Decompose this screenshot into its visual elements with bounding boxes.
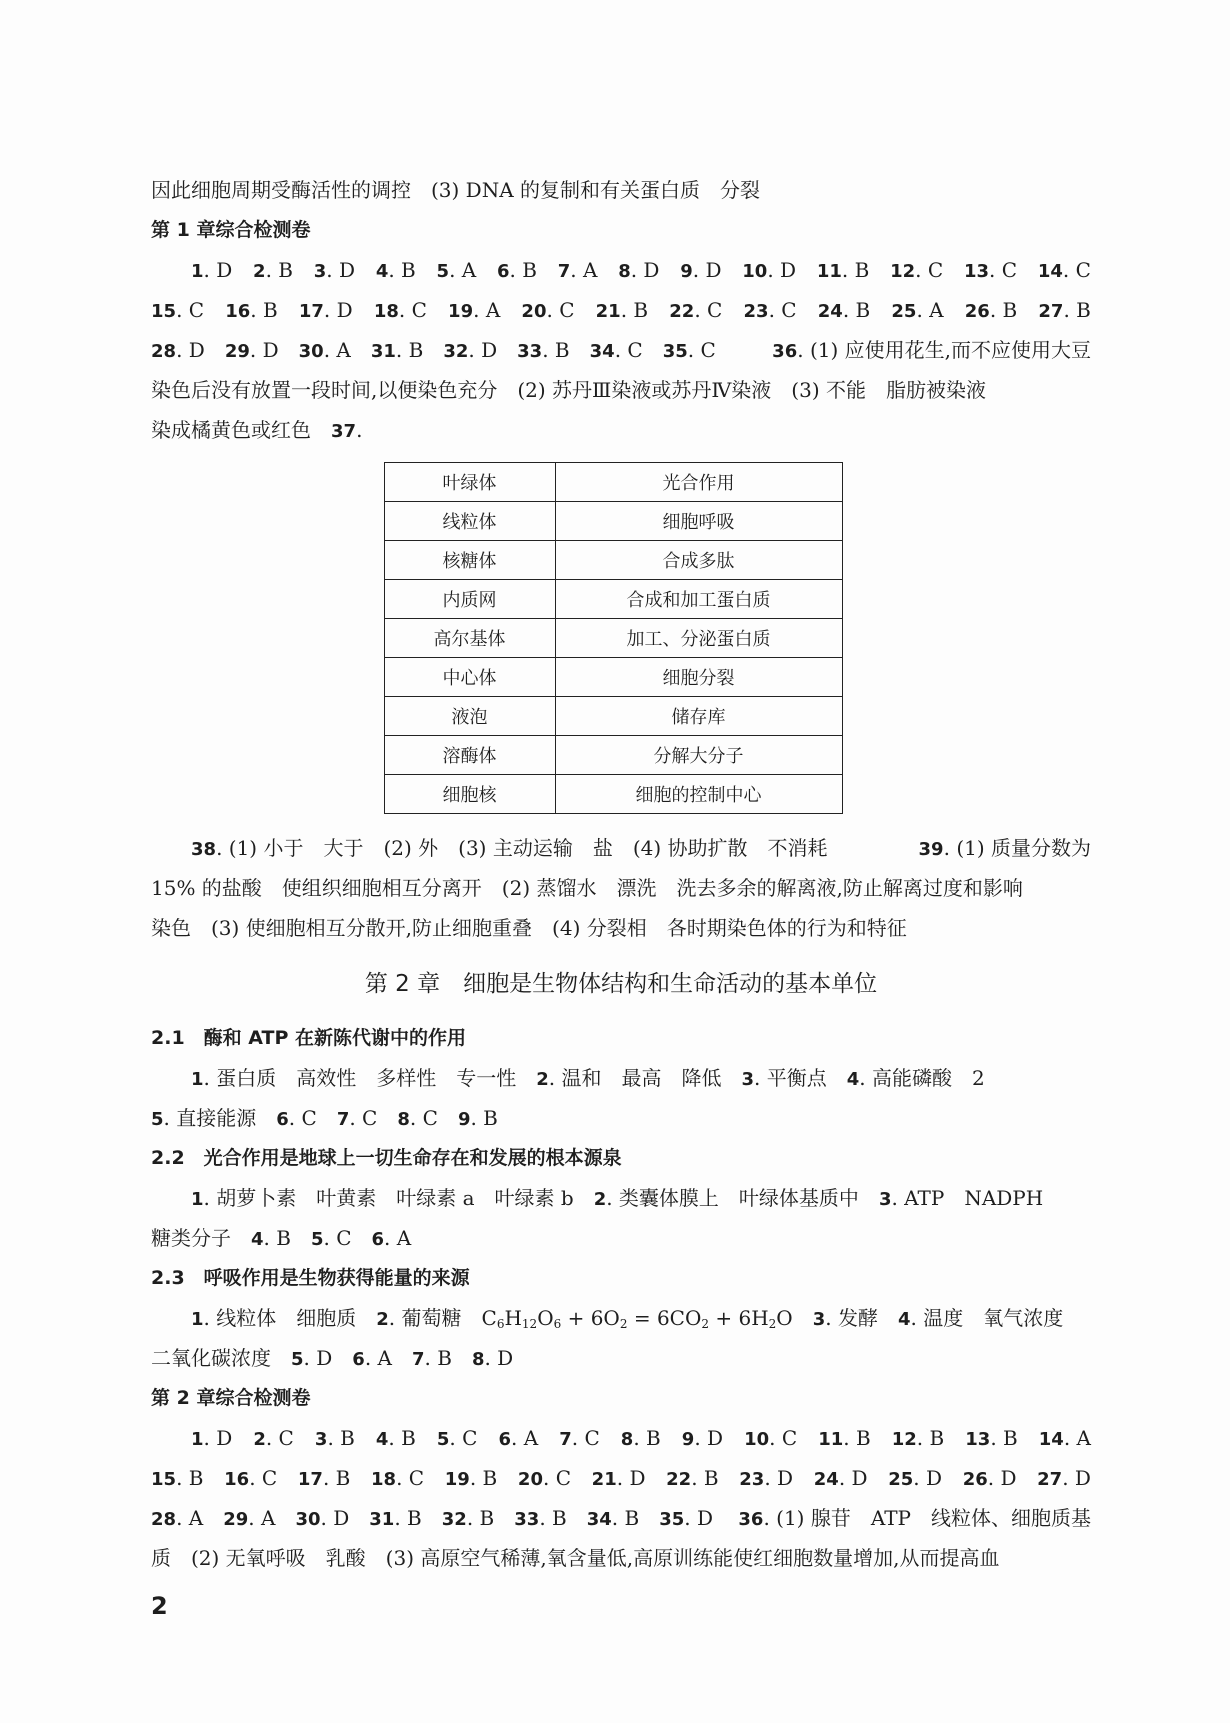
table-row xyxy=(384,463,842,502)
answer-item: 4. B xyxy=(375,258,416,282)
answer-item: 1. 蛋白质 高效性 多样性 专一性 xyxy=(191,1066,517,1090)
table-row xyxy=(384,541,842,580)
ch2-answers-row3-items xyxy=(151,1498,713,1538)
answer-item: 35. C xyxy=(662,338,716,362)
organelle-cell: 高尔基体 xyxy=(384,619,555,658)
answer-item: 8. B xyxy=(620,1426,661,1450)
answer-item: 22. B xyxy=(666,1466,719,1490)
answer-item: 8. C xyxy=(397,1106,438,1130)
answer-item: 29. A xyxy=(223,1506,276,1530)
ch1-q38-line: 38. (1) 小于 大于 (2) 外 (3) 主动运输 盐 (4) 协助扩散 不消耗 39. (1) 质量分数为 xyxy=(191,836,1091,860)
answer-item: 8. D xyxy=(618,258,660,282)
answer-item: 2. 温和 最高 降低 xyxy=(536,1066,722,1090)
answer-item: 5. A xyxy=(436,258,477,282)
answer-item: 4. B xyxy=(375,1426,416,1450)
ch1-q36-line3: 染成橘黄色或红色 37. xyxy=(151,418,363,442)
table-row xyxy=(384,775,842,814)
function-cell: 分解大分子 xyxy=(555,736,842,775)
answer-item: 1. 胡萝卜素 叶黄素 叶绿素 a 叶绿素 b xyxy=(191,1186,574,1210)
ch1-q39-line3: 染色 (3) 使细胞相互分散开,防止细胞重叠 (4) 分裂相 各时期染色体的行为和特征 xyxy=(151,916,907,940)
answer-item: 23. D xyxy=(739,1466,794,1490)
answer-item: 7. C xyxy=(559,1426,600,1450)
organelle-cell: 液泡 xyxy=(384,697,555,736)
respiration-equation: $C_6H_{12}O_6 + 6O_2 = 6CO_2 + 6H_2O$ xyxy=(481,1306,793,1331)
answer-item: 5. C xyxy=(310,1226,352,1250)
answer-item: 22. C xyxy=(669,298,723,322)
answer-item: 6. C xyxy=(276,1106,317,1130)
ch1-q36-line2: 染色后没有放置一段时间,以便染色充分 (2) 苏丹Ⅲ染液或苏丹Ⅳ染液 (3) 不能 脂肪被染液 xyxy=(151,378,986,402)
ch1-q39-line2: 15% 的盐酸 使组织细胞相互分离开 (2) 蒸馏水 漂洗 洗去多余的解离液,防止解离过度和影响 xyxy=(151,876,1023,900)
ch2-q36-start: 36. (1) 腺苷 ATP 线粒体、细胞质基 xyxy=(738,1506,1091,1530)
answer-item: 6. A xyxy=(371,1226,412,1250)
answer-item: 32. B xyxy=(441,1506,495,1530)
answer-item: 17. B xyxy=(297,1466,351,1490)
ch1-answers-row2 xyxy=(151,290,1091,330)
table-row xyxy=(384,658,842,697)
ch1-answers-row1 xyxy=(151,250,1091,290)
answer-item: 5. D xyxy=(291,1346,333,1370)
answer-item: 15. B xyxy=(151,1466,204,1490)
organelle-cell: 中心体 xyxy=(384,658,555,697)
organelle-cell: 线粒体 xyxy=(384,502,555,541)
answer-item: 14. C xyxy=(1037,258,1091,282)
continued-answer-line: 因此细胞周期受酶活性的调控 (3) DNA 的复制和有关蛋白质 分裂 xyxy=(151,178,761,202)
answer-item: 6. A xyxy=(498,1426,539,1450)
table-row xyxy=(384,580,842,619)
answer-item: 30. D xyxy=(295,1506,350,1530)
table-row xyxy=(384,697,842,736)
answer-item: 7. B xyxy=(411,1346,452,1370)
answer-item: 19. A xyxy=(448,298,501,322)
answer-item: 16. C xyxy=(224,1466,278,1490)
function-cell: 合成多肽 xyxy=(555,541,842,580)
answer-item: 1. D xyxy=(191,258,233,282)
organelle-function-table xyxy=(384,462,843,814)
answer-item: 14. A xyxy=(1038,1426,1091,1450)
answer-item: 17. D xyxy=(298,298,353,322)
organelle-cell: 内质网 xyxy=(384,580,555,619)
answer-page xyxy=(151,170,1091,1578)
section-2-2-title: 2.2 光合作用是地球上一切生命存在和发展的根本源泉 xyxy=(151,1147,622,1169)
answer-item: 3. B xyxy=(314,1426,355,1450)
ch2-answers-row3 xyxy=(151,1498,1091,1538)
answer-item: 16. B xyxy=(225,298,278,322)
answer-item: 2. 类囊体膜上 叶绿体基质中 xyxy=(593,1186,859,1210)
function-cell: 储存库 xyxy=(555,697,842,736)
answer-item: 9. D xyxy=(681,1426,724,1450)
answer-item: 15. C xyxy=(151,298,205,322)
answer-item: 10. C xyxy=(744,1426,798,1450)
answer-item: 8. D xyxy=(471,1346,514,1370)
answer-item: 9. B xyxy=(457,1106,498,1130)
answer-item: 10. D xyxy=(742,258,797,282)
ch2-answers-row2 xyxy=(151,1458,1091,1498)
organelle-cell: 溶酶体 xyxy=(384,736,555,775)
answer-item: 33. B xyxy=(514,1506,567,1530)
answer-item: 3. ATP NADPH xyxy=(878,1186,1044,1210)
answer-item: 24. D xyxy=(813,1466,868,1490)
answer-item: 2. B xyxy=(253,258,293,282)
answer-item: 11. B xyxy=(816,258,870,282)
answer-item: 13. C xyxy=(963,258,1018,282)
answer-item: 7. C xyxy=(336,1106,378,1130)
organelle-cell: 细胞核 xyxy=(384,775,555,814)
answer-item: 18. C xyxy=(373,298,427,322)
answer-item: 20. C xyxy=(521,298,575,322)
answer-item: 26. D xyxy=(962,1466,1017,1490)
table-row xyxy=(384,619,842,658)
answer-item: 11. B xyxy=(818,1426,871,1450)
answer-item: 32. D xyxy=(443,338,498,362)
answer-item: 31. B xyxy=(369,1506,422,1530)
answer-item: 25. A xyxy=(891,298,944,322)
answer-item: 21. B xyxy=(595,298,649,322)
section-2-1-line2 xyxy=(151,1098,1091,1138)
ch2-q36-line2: 质 (2) 无氧呼吸 乳酸 (3) 高原空气稀薄,氧含量低,高原训练能使红细胞数量增加,从而提高血 xyxy=(151,1546,1000,1570)
function-cell: 合成和加工蛋白质 xyxy=(555,580,842,619)
answer-item: 33. B xyxy=(517,338,570,362)
answer-item: 1. D xyxy=(191,1426,233,1450)
answer-item: 35. D xyxy=(659,1506,714,1530)
ch2-review-title: 第 2 章综合检测卷 xyxy=(151,1387,311,1409)
organelle-cell: 核糖体 xyxy=(384,541,555,580)
section-2-3-line1: 1. 线粒体 细胞质 2. 葡萄糖 $C_6H_{12}O_6 + 6O_2 = 6CO_2 + 6H_2O$ 3. 发酵 4. 温度 氧气浓度 xyxy=(191,1306,1064,1331)
answer-item: 5. C xyxy=(436,1426,478,1450)
answer-item: 13. B xyxy=(965,1426,1018,1450)
answer-item: 24. B xyxy=(817,298,871,322)
table-row xyxy=(384,736,842,775)
answer-item: 4. 高能磷酸 2 xyxy=(846,1066,985,1090)
answer-item: 2. C xyxy=(253,1426,294,1450)
answer-item: 34. C xyxy=(589,338,643,362)
answer-item: 18. C xyxy=(371,1466,425,1490)
answer-item: 6. A xyxy=(352,1346,392,1370)
answer-item: 27. D xyxy=(1037,1466,1091,1490)
answer-item: 27. B xyxy=(1038,298,1091,322)
answer-item: 3. D xyxy=(313,258,356,282)
answer-item: 25. D xyxy=(888,1466,943,1490)
ch1-answers-row3-items xyxy=(151,330,716,370)
section-2-1-title: 2.1 酶和 ATP 在新陈代谢中的作用 xyxy=(151,1027,467,1049)
answer-item: 4. B xyxy=(251,1226,291,1250)
table-row xyxy=(384,502,842,541)
section-2-2-line2: 糖类分子 4. B 5. C 6. A xyxy=(151,1226,412,1250)
section-2-1-line1 xyxy=(151,1058,1091,1098)
answer-item: 12. B xyxy=(891,1426,945,1450)
answer-item: 20. C xyxy=(517,1466,572,1490)
answer-item: 28. A xyxy=(151,1506,204,1530)
function-cell: 加工、分泌蛋白质 xyxy=(555,619,842,658)
ch1-q36-start: 36. (1) 应使用花生,而不应使用大豆 xyxy=(772,338,1091,362)
function-cell: 细胞分裂 xyxy=(555,658,842,697)
function-cell: 光合作用 xyxy=(555,463,842,502)
answer-item: 21. D xyxy=(591,1466,646,1490)
function-cell: 细胞的控制中心 xyxy=(555,775,842,814)
answer-item: 12. C xyxy=(890,258,944,282)
answer-item: 23. C xyxy=(743,298,797,322)
answer-item: 30. A xyxy=(298,338,351,362)
answer-item: 3. 平衡点 xyxy=(741,1066,827,1090)
answer-item: 5. 直接能源 xyxy=(151,1106,257,1130)
ch1-answers-row3 xyxy=(151,330,1091,370)
answer-item: 19. B xyxy=(444,1466,498,1490)
answer-item: 34. B xyxy=(586,1506,640,1530)
page-number: 2 xyxy=(151,1592,168,1620)
answer-item: 31. B xyxy=(370,338,424,362)
section-2-3-line2: 二氧化碳浓度 5. D 6. A 7. B 8. D xyxy=(151,1346,514,1370)
section-2-2-line1 xyxy=(151,1178,1091,1218)
chapter2-title: 第 2 章 细胞是生物体结构和生命活动的基本单位 xyxy=(364,971,878,997)
answer-item: 26. B xyxy=(964,298,1018,322)
answer-item: 7. A xyxy=(557,258,598,282)
answer-item: 6. B xyxy=(497,258,537,282)
answer-item: 9. D xyxy=(680,258,722,282)
function-cell: 细胞呼吸 xyxy=(555,502,842,541)
section-2-3-title: 2.3 呼吸作用是生物获得能量的来源 xyxy=(151,1267,470,1289)
organelle-cell: 叶绿体 xyxy=(384,463,555,502)
ch1-review-title: 第 1 章综合检测卷 xyxy=(151,219,311,241)
answer-item: 29. D xyxy=(224,338,279,362)
answer-item: 28. D xyxy=(151,338,205,362)
ch2-answers-row1 xyxy=(151,1418,1091,1458)
